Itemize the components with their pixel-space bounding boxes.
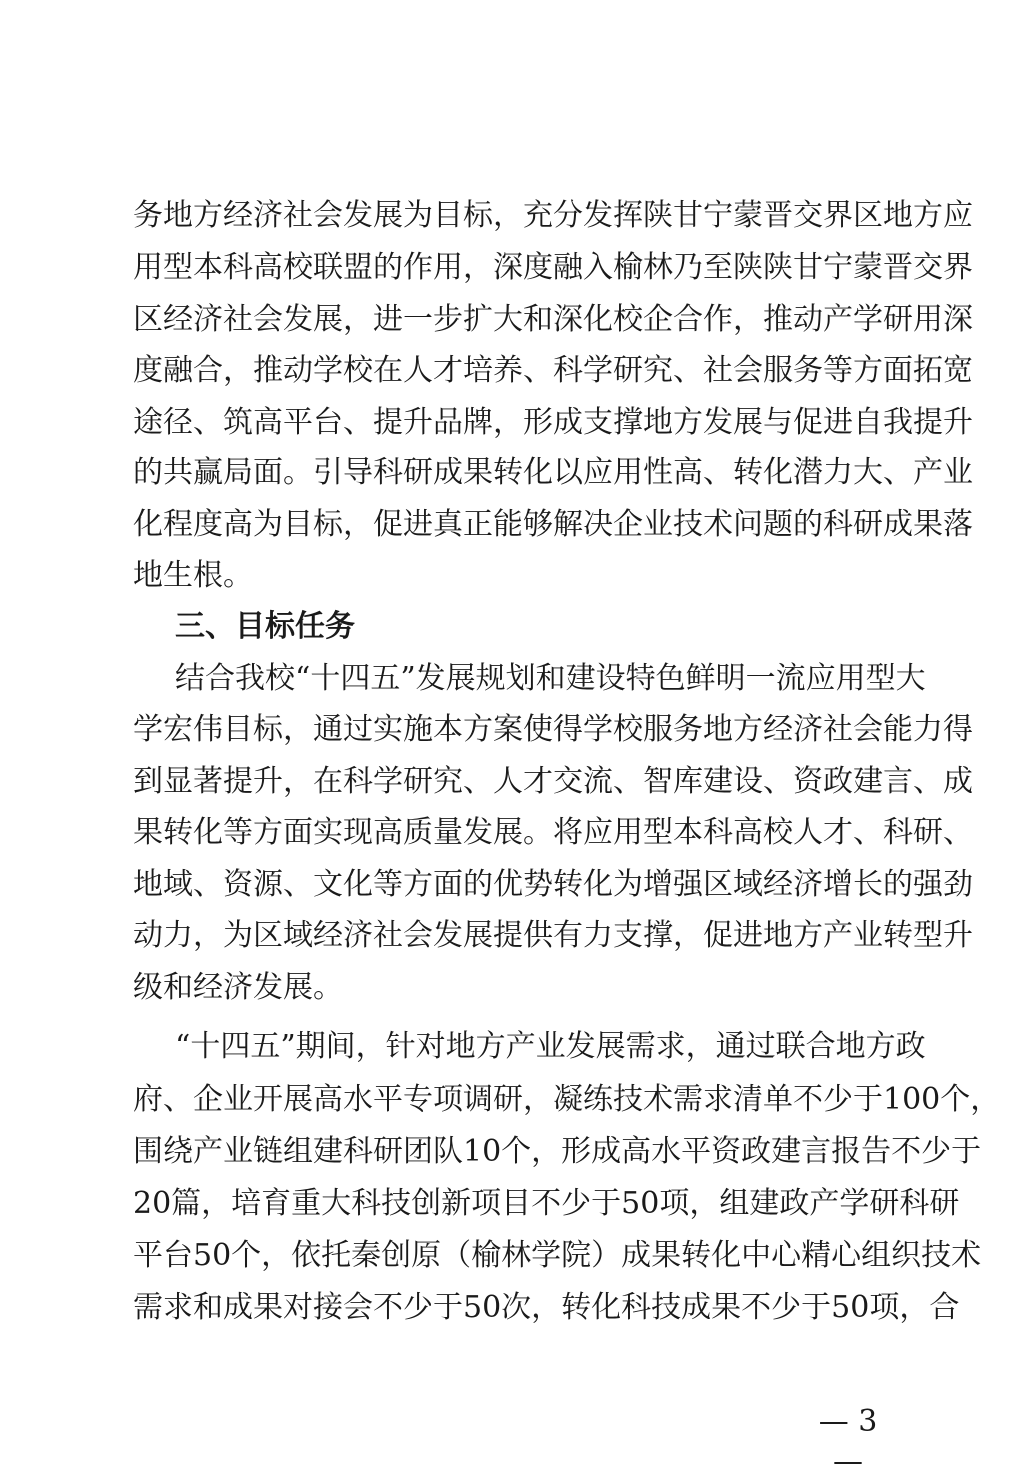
paragraph-line: 到显著提升，在科学研究、人才交流、智库建设、资政建言、成 — [133, 764, 973, 799]
paragraph-line: 果转化等方面实现高质量发展。将应用型本科高校人才、科研、 — [133, 815, 973, 850]
paragraph-line: 的共赢局面。引导科研成果转化以应用性高、转化潜力大、产业 — [133, 455, 973, 490]
paragraph-line: “十四五”期间，针对地方产业发展需求，通过联合地方政 — [175, 1029, 926, 1064]
page-number: — 3 — — [818, 1404, 878, 1479]
paragraph-line: 务地方经济社会发展为目标，充分发挥陕甘宁蒙晋交界区地方应 — [133, 198, 973, 233]
paragraph-line: 学宏伟目标，通过实施本方案使得学校服务地方经济社会能力得 — [133, 712, 973, 747]
paragraph-line: 动力，为区域经济社会发展提供有力支撑，促进地方产业转型升 — [133, 918, 973, 953]
paragraph-line: 区经济社会发展，进一步扩大和深化校企合作，推动产学研用深 — [133, 302, 973, 337]
paragraph-line: 府、企业开展高水平专项调研，凝练技术需求清单不少于100个， — [133, 1082, 1001, 1117]
section-heading: 三、目标任务 — [175, 609, 355, 644]
paragraph-line: 20篇，培育重大科技创新项目不少于50项，组建政产学研科研 — [133, 1186, 960, 1221]
paragraph-line: 度融合，推动学校在人才培养、科学研究、社会服务等方面拓宽 — [133, 353, 973, 388]
paragraph-line: 用型本科高校联盟的作用，深度融入榆林乃至陕陕甘宁蒙晋交界 — [133, 250, 973, 285]
paragraph-line: 结合我校“十四五”发展规划和建设特色鲜明一流应用型大 — [175, 661, 926, 696]
paragraph-line: 地生根。 — [133, 558, 253, 593]
paragraph-line: 围绕产业链组建科研团队10个，形成高水平资政建言报告不少于 — [133, 1134, 982, 1169]
paragraph-line: 地域、资源、文化等方面的优势转化为增强区域经济增长的强劲 — [133, 867, 973, 902]
paragraph-line: 化程度高为目标，促进真正能够解决企业技术问题的科研成果落 — [133, 507, 973, 542]
paragraph-line: 级和经济发展。 — [133, 970, 343, 1005]
paragraph-line: 平台50个，依托秦创原（榆林学院）成果转化中心精心组织技术 — [133, 1238, 982, 1273]
paragraph-line: 需求和成果对接会不少于50次，转化科技成果不少于50项，合 — [133, 1290, 960, 1325]
paragraph-line: 途径、筑高平台、提升品牌，形成支撑地方发展与促进自我提升 — [133, 405, 973, 440]
